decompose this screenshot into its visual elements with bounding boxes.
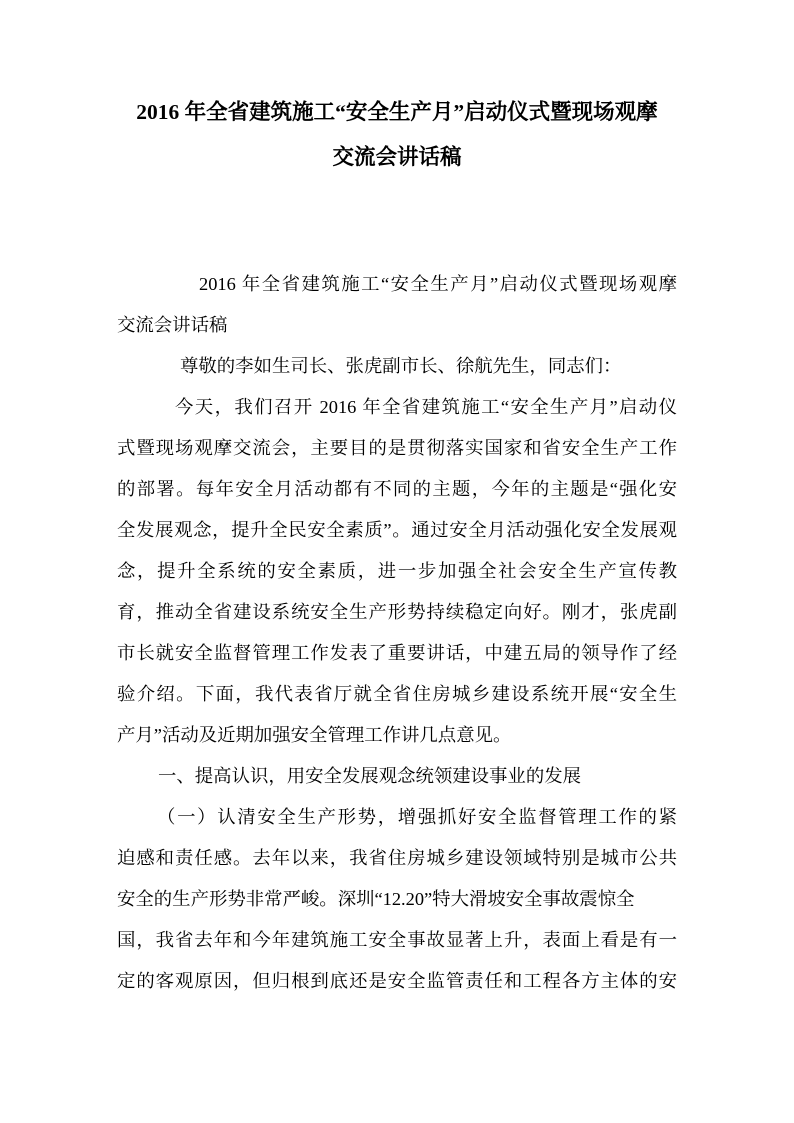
- text-line: 今天，我们召开 2016 年全省建筑施工“安全生产月”启动仪: [175, 397, 677, 417]
- text-line: 国，我省去年和今年建筑施工安全事故显著上升，表面上看是有一: [117, 930, 677, 950]
- document-body: [117, 264, 677, 1002]
- text-line: 迫感和责任感。去年以来，我省住房城乡建设领域特别是城市公共: [117, 848, 677, 868]
- text-line: 交流会讲话稿: [117, 315, 228, 335]
- text-line: 尊敬的李如生司长、张虎副市长、徐航先生，同志们：: [180, 356, 622, 376]
- text-line: 式暨现场观摩交流会，主要目的是贯彻落实国家和省安全生产工作: [117, 438, 677, 458]
- document-title-line-2: 交流会讲话稿: [332, 145, 462, 169]
- text-line: 的部署。每年安全月活动都有不同的主题，今年的主题是“强化安: [117, 479, 677, 499]
- document-title-line-1: 2016 年全省建筑施工“安全生产月”启动仪式暨现场观摩: [136, 100, 658, 124]
- text-line: 全发展观念，提升全民安全素质”。通过安全月活动强化安全发展观: [117, 520, 677, 540]
- text-line: （一）认清安全生产形势，增强抓好安全监督管理工作的紧: [157, 807, 677, 827]
- text-line: 产月”活动及近期加强安全管理工作讲几点意见。: [117, 725, 512, 745]
- text-line: 市长就安全监督管理工作发表了重要讲话，中建五局的领导作了经: [117, 643, 677, 663]
- document-title: [117, 90, 677, 180]
- text-line: 一、提高认识，用安全发展观念统领建设事业的发展: [158, 766, 581, 786]
- text-line: 2016 年全省建筑施工“安全生产月”启动仪式暨现场观摩: [199, 274, 677, 294]
- text-line: 安全的生产形势非常严峻。深圳“12.20”特大滑坡安全事故震惊全: [117, 889, 635, 909]
- text-line: 念，提升全系统的安全素质，进一步加强全社会安全生产宣传教: [117, 561, 677, 581]
- text-line: 定的客观原因，但归根到底还是安全监管责任和工程各方主体的安: [117, 971, 677, 991]
- text-line: 育，推动全省建设系统安全生产形势持续稳定向好。刚才，张虎副: [117, 602, 677, 622]
- text-line: 验介绍。下面，我代表省厅就全省住房城乡建设系统开展“安全生: [117, 684, 677, 704]
